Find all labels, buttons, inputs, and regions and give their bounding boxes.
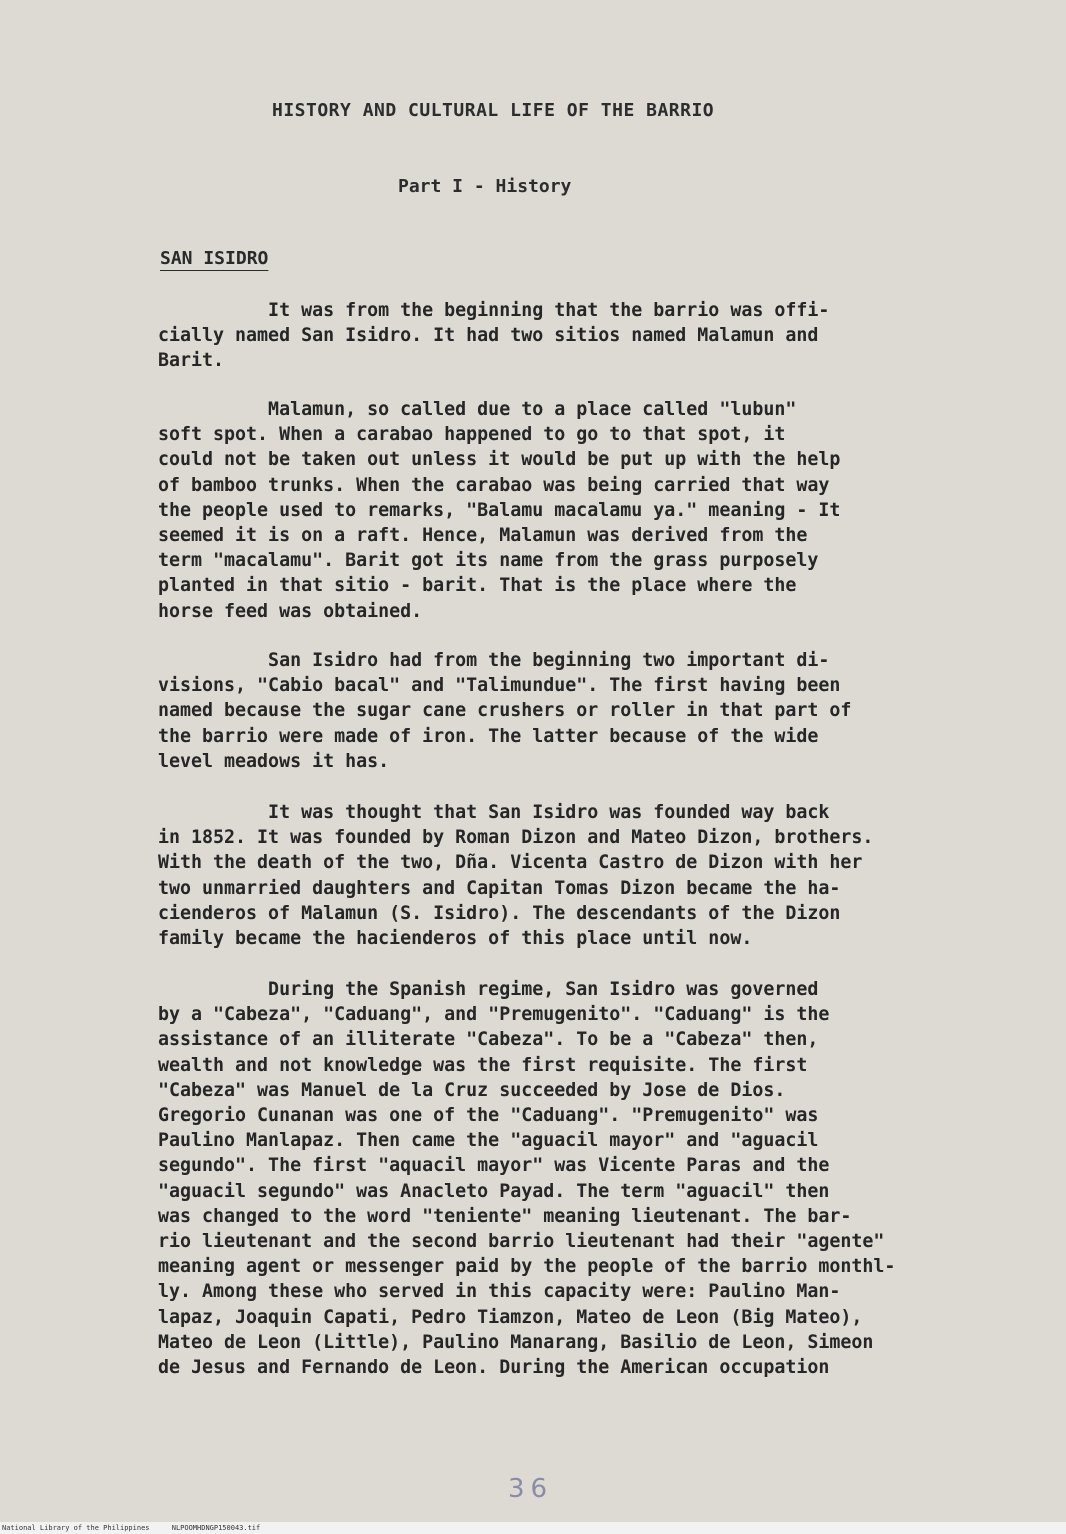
paragraph-3 [158, 648, 948, 774]
text-line: was changed to the word "teniente" meaning lieutenant. The bar- [158, 1205, 852, 1227]
text-line: Gregorio Cunanan was one of the "Caduang". "Premugenito" was [158, 1105, 819, 1127]
text-line: could not be taken out unless it would be put up with the help [158, 449, 841, 471]
text-line: family became the hacienderos of this place until now. [158, 928, 753, 950]
text-line: seemed it is on a raft. Hence, Malamun was derived from the [158, 525, 808, 547]
text-line: soft spot. When a carabao happened to go to that spot, it [158, 424, 786, 446]
text-line: Paulino Manlapaz. Then came the "aguacil mayor" and "aguacil [158, 1130, 819, 1152]
scan-footer [0, 1522, 1066, 1534]
paragraph-5 [158, 977, 948, 1380]
text-line: lapaz, Joaquin Capati, Pedro Tiamzon, Mateo de Leon (Big Mateo), [158, 1306, 863, 1328]
text-line: segundo". The first "aquacil mayor" was Vicente Paras and the [158, 1155, 830, 1177]
text-line: visions, "Cabio bacal" and "Talimundue". The first having been [158, 675, 841, 697]
text-line: "aguacil segundo" was Anacleto Payad. The term "aguacil" then [158, 1180, 830, 1202]
part-heading: Part I - History [398, 176, 572, 197]
text-line: meaning agent or messenger paid by the people of the barrio monthl- [158, 1256, 896, 1278]
page-number: 36 [508, 1474, 554, 1504]
document-title: HISTORY AND CULTURAL LIFE OF THE BARRIO [272, 100, 715, 121]
text-line: named because the sugar cane crushers or roller in that part of [158, 700, 852, 722]
text-line: It was from the beginning that the barrio was offi- [158, 300, 830, 321]
text-line: cially named San Isidro. It had two sitios named Malamun and [158, 325, 819, 347]
text-line: It was thought that San Isidro was founded way back [158, 802, 830, 823]
text-line: With the death of the two, Dña. Vicenta Castro de Dizon with her [158, 852, 863, 874]
text-line: Malamun, so called due to a place called "lubun" [158, 399, 797, 420]
text-line: level meadows it has. [158, 750, 390, 772]
text-line: rio lieutenant and the second barrio lieutenant had their "agente" [158, 1231, 885, 1253]
text-line: wealth and not knowledge was the first requisite. The first [158, 1054, 808, 1076]
section-heading: SAN ISIDRO [160, 248, 269, 269]
footer-institution: National Library of the Philippines [2, 1524, 150, 1532]
text-line: San Isidro had from the beginning two important di- [158, 650, 830, 671]
text-line: planted in that sitio - barit. That is the place where the [158, 575, 797, 597]
footer-filename: NLPOOMHDNGP150043.tif [171, 1524, 261, 1532]
text-line: During the Spanish regime, San Isidro was governed [158, 979, 819, 1000]
text-line: the barrio were made of iron. The latter because of the wide [158, 725, 819, 747]
text-line: "Cabeza" was Manuel de la Cruz succeeded by Jose de Dios. [158, 1079, 786, 1101]
paragraph-2 [158, 397, 948, 624]
text-line: the people used to remarks, "Balamu macalamu ya." meaning - It [158, 499, 841, 521]
text-line: horse feed was obtained. [158, 600, 423, 622]
text-line: in 1852. It was founded by Roman Dizon and Mateo Dizon, brothers. [158, 827, 874, 849]
text-line: Barit. [158, 350, 225, 372]
text-line: Mateo de Leon (Little), Paulino Manarang, Basilio de Leon, Simeon [158, 1331, 874, 1353]
text-line: two unmarried daughters and Capitan Tomas Dizon became the ha- [158, 877, 841, 899]
text-line: ly. Among these who served in this capacity were: Paulino Man- [158, 1281, 841, 1303]
text-line: cienderos of Malamun (S. Isidro). The descendants of the Dizon [158, 902, 841, 924]
text-line: of bamboo trunks. When the carabao was being carried that way [158, 474, 830, 496]
text-line: de Jesus and Fernando de Leon. During the American occupation [158, 1357, 830, 1379]
paragraph-4 [158, 800, 948, 951]
text-line: term "macalamu". Barit got its name from the grass purposely [158, 550, 819, 572]
text-line: by a "Cabeza", "Caduang", and "Premugenito". "Caduang" is the [158, 1004, 830, 1026]
paragraph-1 [158, 298, 948, 374]
text-line: assistance of an illiterate "Cabeza". To be a "Cabeza" then, [158, 1029, 819, 1051]
